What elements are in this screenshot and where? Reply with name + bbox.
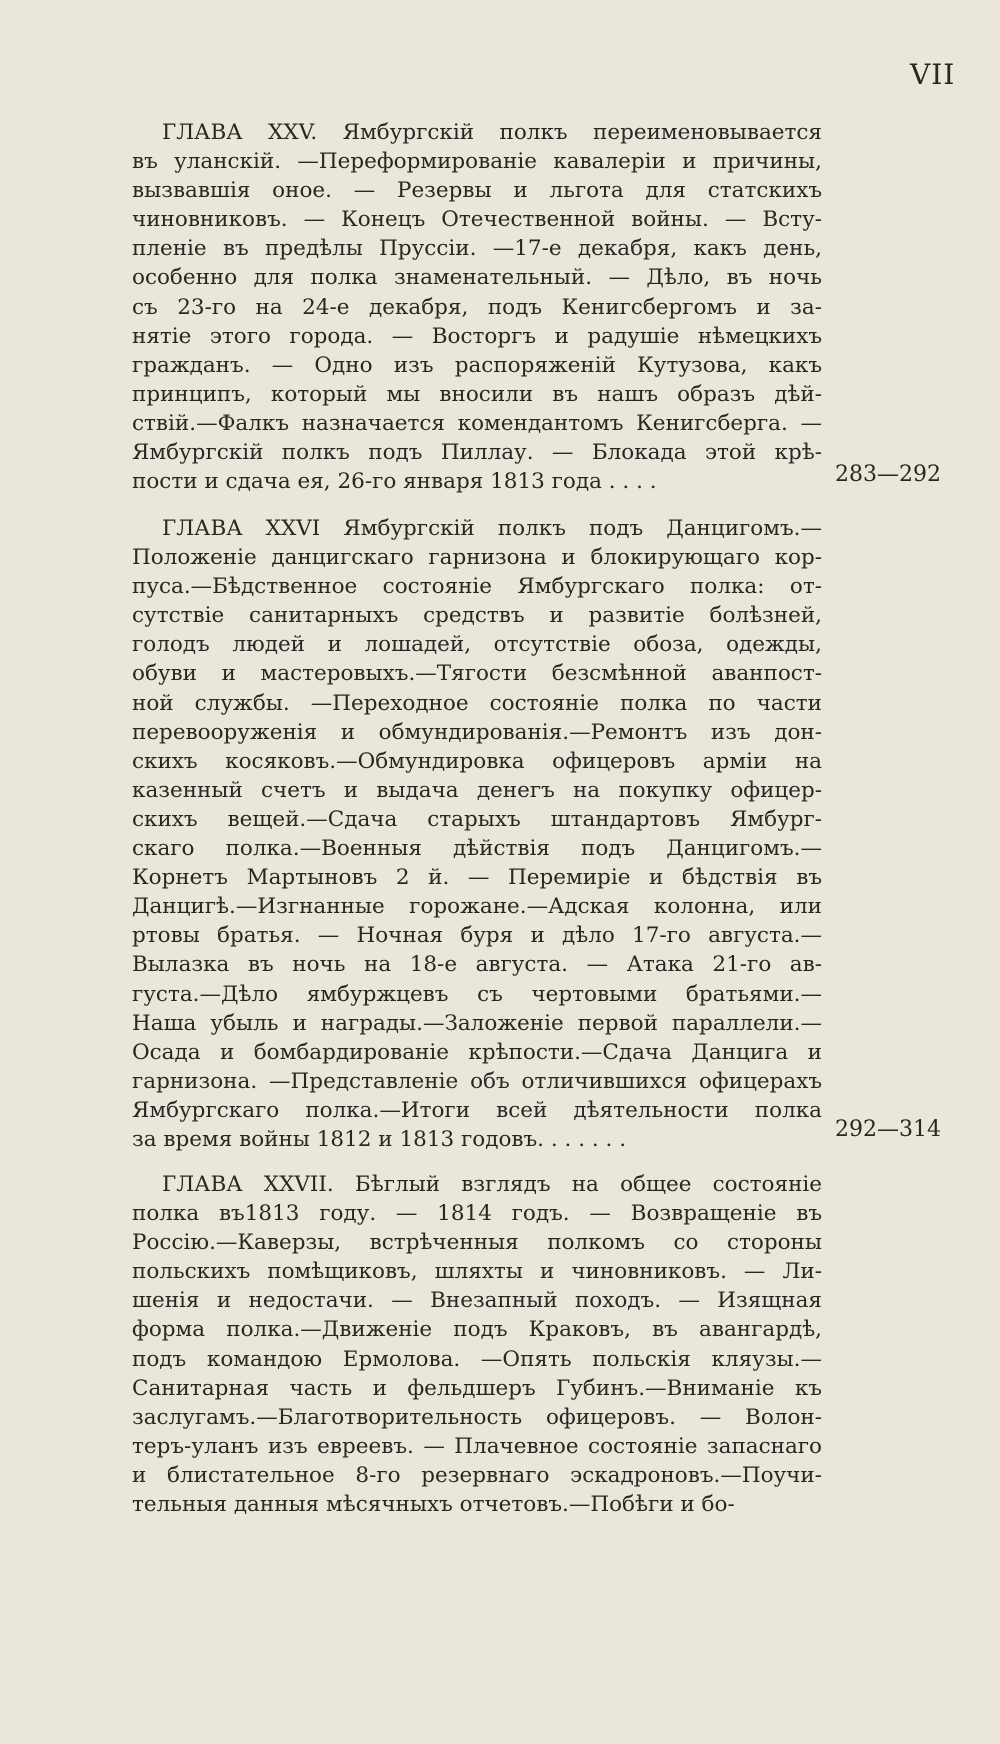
chapter-xxvi-pages: 292—314 [835,1117,941,1142]
text-line: обуви и мастеровыхъ.—Тягости безсмѣнной аванпост- [132,661,822,687]
text-line: въ уланскій. —Переформированіе кавалеріи и причины, [132,149,822,175]
text-line: тельныя данныя мѣсячныхъ отчетовъ.—Побѣги и бо- [132,1492,735,1518]
text-line: Корнетъ Мартыновъ 2 й. — Перемиріе и бѣдствія въ [132,865,822,891]
text-line: перевооруженія и обмундированія.—Ремонтъ изъ дон- [132,719,822,745]
text-line: пости и сдача ея, 26-го января 1813 года . . . . [132,469,657,495]
text-line: скихъ косяковъ.—Обмундировка офицеровъ арміи на [132,748,822,774]
text-line: теръ-уланъ изъ евреевъ. — Плачевное состояніе запаснаго [132,1433,822,1459]
text-line: особенно для полка знаменательный. — Дѣло, въ ночь [132,265,822,291]
chapter-xxvii-summary [132,1170,822,1519]
text-line: Наша убыль и награды.—Заложеніе первой параллели.— [132,1010,822,1036]
text-line: пленіе въ предѣлы Пруссіи. —17-е декабря, какъ день, [132,236,822,262]
text-line: за время войны 1812 и 1813 годовъ. . . . . . . [132,1126,627,1152]
text-line: ГЛАВА XXVII. Бѣглый взглядъ на общее состояніе [162,1172,822,1197]
text-line: Россію.—Каверзы, встрѣченныя полкомъ со стороны [132,1230,822,1256]
text-line: скаго полка.—Военныя дѣйствія подъ Данцигомъ.— [132,836,822,862]
text-line: Ямбургскій полкъ подъ Пиллау. — Блокада этой крѣ- [132,440,822,466]
text-line: Санитарная часть и фельдшеръ Губинъ.—Вниманіе къ [132,1375,822,1401]
text-line: Ямбургскаго полка.—Итоги всей дѣятельности полка [132,1097,822,1123]
text-line: ГЛАВА XXVI Ямбургскій полкъ подъ Данцигомъ.— [162,516,822,541]
text-line: густа.—Дѣло ямбуржцевъ съ чертовыми братьями.— [132,981,822,1007]
text-line: Осада и бомбардированіе крѣпости.—Сдача Данцига и [132,1039,822,1065]
text-line: ГЛАВА XXV. Ямбургскій полкъ переименовывается [162,120,822,145]
text-line: сутствіе санитарныхъ средствъ и развитіе болѣзней, [132,603,822,629]
text-line: подъ командою Ермолова. —Опять польскія кляузы.— [132,1346,822,1372]
text-line: принципъ, который мы вносили въ нашъ образъ дѣй- [132,381,822,407]
text-line: и блистательное 8-го резервнаго эскадроновъ.—Поучи- [132,1462,822,1488]
text-line: вызвавшія оное. — Резервы и льгота для статскихъ [132,178,822,204]
text-line: казенный счетъ и выдача денегъ на покупку офицер- [132,777,822,803]
chapter-xxv-summary [132,118,822,496]
text-line: съ 23-го на 24-е декабря, подъ Кенигсбергомъ и за- [132,294,822,320]
chapter-xxv-pages: 283—292 [835,462,941,487]
text-line: чиновниковъ. — Конецъ Отечественной войны. — Всту- [132,207,822,233]
page-number: VII [910,58,956,91]
text-line: польскихъ помѣщиковъ, шляхты и чиновниковъ. — Ли- [132,1259,822,1285]
text-line: голодъ людей и лошадей, отсутствіе обоза, одежды, [132,632,822,658]
text-line: заслугамъ.—Благотворительность офицеровъ. — Волон- [132,1404,822,1430]
text-line: Вылазка въ ночь на 18-е августа. — Атака 21-го ав- [132,952,822,978]
text-line: ствій.—Фалкъ назначается комендантомъ Кенигсберга. — [132,410,822,436]
text-line: полка въ1813 году. — 1814 годъ. — Возвращеніе въ [132,1201,822,1227]
chapter-xxvi-summary [132,514,822,1154]
text-line: Положеніе данцигскаго гарнизона и блокирующаго кор- [132,545,822,571]
text-line: гражданъ. — Одно изъ распоряженій Кутузова, какъ [132,352,822,378]
text-line: форма полка.—Движеніе подъ Краковъ, въ авангардѣ, [132,1317,822,1343]
text-line: шенія и недостачи. — Внезапный походъ. — Изящная [132,1288,822,1314]
text-line: Данцигѣ.—Изгнанные горожане.—Адская колонна, или [132,894,822,920]
text-line: ртовы братья. — Ночная буря и дѣло 17-го августа.— [132,923,822,949]
text-line: нятіе этого города. — Восторгъ и радушіе нѣмецкихъ [132,323,822,349]
text-line: гарнизона. —Представленіе объ отличившихся офицерахъ [132,1068,822,1094]
text-line: пуса.—Бѣдственное состояніе Ямбургскаго полка: от- [132,574,822,600]
text-line: ной службы. —Переходное состояніе полка по части [132,690,822,716]
text-line: скихъ вещей.—Сдача старыхъ штандартовъ Ямбург- [132,806,822,832]
